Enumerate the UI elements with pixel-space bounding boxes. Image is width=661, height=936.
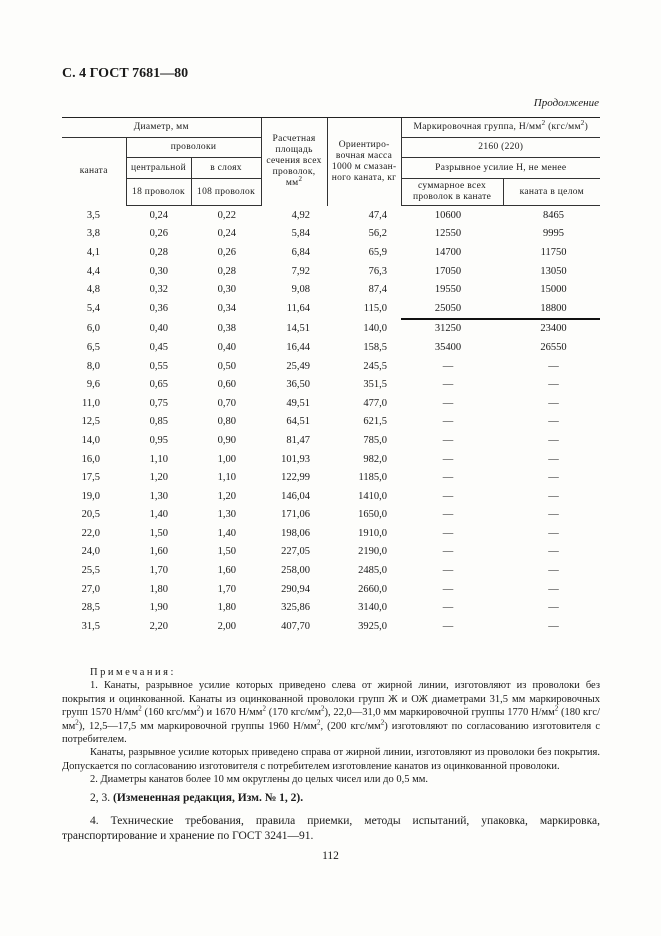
table-row <box>62 413 600 432</box>
table-cell: — <box>548 490 559 502</box>
table-cell: 351,5 <box>363 379 388 391</box>
table-cell: 81,47 <box>286 434 311 446</box>
table-cell: 76,3 <box>368 265 388 277</box>
table-cell: 8,0 <box>86 360 100 372</box>
table-cell: 25050 <box>401 299 503 319</box>
table-cell: 407,70 <box>281 620 311 632</box>
table-row <box>62 225 600 244</box>
table-row <box>62 280 600 299</box>
table-cell: 20,5 <box>81 509 100 521</box>
table-cell: 1910,0 <box>358 527 388 539</box>
table-cell: 87,4 <box>368 284 388 296</box>
table-cell: 1,10 <box>217 472 237 484</box>
table-cell: 2,00 <box>217 620 237 632</box>
table-cell: 8465 <box>543 209 565 221</box>
page-number: 112 <box>322 850 339 862</box>
table-cell: 0,26 <box>149 228 168 240</box>
amendment-line: 2, 3. (Измененная редакция, Изм. № 1, 2). <box>90 792 304 804</box>
table-cell: — <box>548 527 559 539</box>
table-cell: — <box>442 453 454 465</box>
table-cell: 16,44 <box>286 341 311 353</box>
notes <box>62 666 600 787</box>
table-cell: — <box>548 546 559 558</box>
table-cell: 16,0 <box>81 453 100 465</box>
table-cell: 122,99 <box>281 472 311 484</box>
table-row <box>62 357 600 376</box>
table-header <box>62 118 600 206</box>
table-cell: 19,0 <box>81 490 100 502</box>
table-cell: — <box>442 509 454 521</box>
header-whole-force: каната в целом <box>503 179 600 206</box>
table-cell: 5,4 <box>86 303 100 315</box>
header-diameter: Диаметр, мм <box>62 118 261 138</box>
table-row <box>62 338 600 357</box>
table-cell: 65,9 <box>368 246 388 258</box>
table-row <box>62 299 600 319</box>
table-cell: 28,5 <box>81 602 100 614</box>
table-cell: — <box>442 379 454 391</box>
table-cell: 1650,0 <box>358 509 388 521</box>
table-row <box>62 262 600 281</box>
table-cell: 18800 <box>503 299 600 319</box>
table-cell: 0,45 <box>149 341 168 353</box>
table-cell: 64,51 <box>286 416 311 428</box>
table-cell: 14,0 <box>81 434 100 446</box>
table-cell: 0,40 <box>217 341 237 353</box>
table-cell: 25,49 <box>286 360 311 372</box>
table-row <box>62 375 600 394</box>
table-cell: 1,50 <box>149 527 168 539</box>
table-cell: 101,93 <box>281 453 311 465</box>
table-cell: 0,34 <box>217 303 237 315</box>
table-cell: 5,84 <box>291 228 311 240</box>
table-row <box>62 617 600 636</box>
table-cell: 4,8 <box>86 284 100 296</box>
header-18-wires: 18 проволок <box>126 179 191 206</box>
table-cell: — <box>442 472 454 484</box>
table-row <box>62 506 600 525</box>
table-cell: 3,5 <box>86 209 100 221</box>
table-cell: 26550 <box>540 341 567 353</box>
table-cell: — <box>548 583 559 595</box>
header-108-wires: 108 проволок <box>191 179 261 206</box>
table-cell: 1,40 <box>217 527 237 539</box>
table-row <box>62 468 600 487</box>
table-cell: — <box>442 490 454 502</box>
table-cell: 0,80 <box>217 416 237 428</box>
table-cell: 23400 <box>540 323 567 335</box>
table-cell: 0,90 <box>217 434 237 446</box>
table-cell: 140,0 <box>363 322 388 334</box>
table-cell: 1,30 <box>217 509 237 521</box>
table-cell: 6,84 <box>291 246 311 258</box>
table-cell: 11,0 <box>82 397 100 409</box>
table-cell: 17050 <box>434 265 462 277</box>
table-cell: — <box>548 565 559 577</box>
table-row <box>62 431 600 450</box>
table-cell: 12,5 <box>81 416 100 428</box>
table-cell: 27,0 <box>81 583 100 595</box>
table-row <box>62 580 600 599</box>
note-2: 2. Диаметры канатов более 10 мм округлены до целых чисел или до 0,5 мм. <box>90 774 429 786</box>
table-cell: 477,0 <box>363 397 388 409</box>
table-cell: — <box>548 620 559 632</box>
table-cell: 2485,0 <box>358 565 388 577</box>
table-cell: 982,0 <box>363 453 388 465</box>
table-cell: — <box>548 453 559 465</box>
table-cell: 35400 <box>434 341 462 353</box>
table-row <box>62 394 600 413</box>
table-cell: 36,50 <box>286 379 311 391</box>
table-cell: 31,5 <box>81 620 100 632</box>
table-cell: 13050 <box>540 265 567 277</box>
table-cell: 9,08 <box>291 284 311 296</box>
table-cell: 0,22 <box>217 209 237 221</box>
amendment-bold: (Измененная редакция, Изм. № 1, 2). <box>113 792 304 804</box>
table-cell: — <box>442 397 454 409</box>
table-cell: 146,04 <box>281 490 311 502</box>
table-cell: 0,50 <box>217 360 237 372</box>
table-cell: 325,86 <box>281 602 311 614</box>
table-cell: 9,6 <box>86 379 100 391</box>
tech-requirements: 4. Технические требования, правила приемки, методы испытаний, упаковка, маркировка, транспортирование и хранение по ГОСТ 3241—91. <box>62 815 600 842</box>
header-total-force: суммарное всех проволок в канате <box>401 179 503 206</box>
table-cell: 0,75 <box>149 397 168 409</box>
table-cell: 0,30 <box>149 265 168 277</box>
table-cell: — <box>442 583 454 595</box>
notes-title: Примечания: <box>90 667 176 678</box>
table-cell: — <box>548 434 559 446</box>
table-cell: 198,06 <box>281 527 311 539</box>
table-cell: 258,00 <box>281 565 311 577</box>
table-cell: 0,40 <box>149 322 168 334</box>
table-cell: 0,24 <box>149 209 168 221</box>
header-grade: Маркировочная группа, $Н/мм^2$ $(кгс/мм^2)$ <box>401 118 600 138</box>
table-cell: — <box>548 379 559 391</box>
table-cell: 1,70 <box>217 583 237 595</box>
header-grade-value: 2160 (220) <box>401 138 600 158</box>
table-cell: — <box>442 546 454 558</box>
table-cell: 9995 <box>543 228 565 240</box>
table-cell: 0,65 <box>149 379 168 391</box>
table-cell: 0,38 <box>217 322 237 334</box>
table-cell: 1,70 <box>149 565 168 577</box>
table-cell: 49,51 <box>286 397 311 409</box>
table-cell: 785,0 <box>363 434 388 446</box>
header-break-force: Разрывное усилие Н, не менее <box>401 158 600 179</box>
table-cell: 0,95 <box>149 434 168 446</box>
header-rope: каната <box>79 166 108 177</box>
header-layers: в слоях <box>191 158 261 179</box>
table-cell: 0,28 <box>149 246 168 258</box>
page-header: С. 4 ГОСТ 7681—80 <box>62 66 189 81</box>
note-1: 1. Канаты, разрывное усилие которых приведено слева от жирной линии, изготовляют из проволоки без покрытия и оцинкованной. Канаты из оцинкованной проволоки групп Ж и ОЖ диаметрами 31,5 мм маркировочных групп 1570 $Н/мм^2$ (160 кгс/$мм^2$) и 1670 $Н/мм^2$ (170 кгс/$мм^2$), 22,0—31,0 мм маркировочной группы 1770 $Н/мм^2$ (180 кгс/$мм^2$), 12,5—17,5 мм маркировочной группы 1960 $Н/мм^2$, (200 кгс/$мм^2$) изготовляют по согласованию изготовителя с потребителем. <box>62 680 601 746</box>
table-body <box>62 206 600 636</box>
header-wires: проволоки <box>126 138 261 158</box>
table-cell: 11,64 <box>286 303 311 315</box>
table-cell: 3,8 <box>86 228 100 240</box>
table-cell: 1,60 <box>149 546 168 558</box>
table-cell: — <box>442 527 454 539</box>
table-row <box>62 206 600 225</box>
table-cell: 1,40 <box>149 509 168 521</box>
table-cell: 621,5 <box>363 416 388 428</box>
table-cell: 0,26 <box>217 246 237 258</box>
table-cell: 0,55 <box>149 360 168 372</box>
table-cell: 17,5 <box>81 472 100 484</box>
table-cell: 0,85 <box>149 416 168 428</box>
table-cell: 24,0 <box>81 546 100 558</box>
table-cell: 7,92 <box>291 265 311 277</box>
table-row <box>62 243 600 262</box>
table-cell: 1,80 <box>217 602 237 614</box>
table-cell: 4,92 <box>291 209 311 221</box>
header-central: центральной <box>126 158 191 179</box>
table-cell: 0,30 <box>217 284 237 296</box>
table-cell: 1410,0 <box>358 490 388 502</box>
table-cell: 6,0 <box>86 322 100 334</box>
table-cell: 12550 <box>434 228 462 240</box>
table-cell: 56,2 <box>368 228 388 240</box>
table-cell: — <box>548 397 559 409</box>
table-cell: 3140,0 <box>358 602 388 614</box>
table-cell: 1,80 <box>149 583 168 595</box>
table-row <box>62 561 600 580</box>
table-cell: 47,4 <box>368 209 388 221</box>
table-cell: 1,00 <box>217 453 237 465</box>
table-cell: 19550 <box>434 284 462 296</box>
table-cell: 15000 <box>540 284 567 296</box>
table-cell: — <box>442 360 454 372</box>
table-cell: 290,94 <box>281 583 311 595</box>
table-cell: 31250 <box>434 323 462 335</box>
table-cell: — <box>548 360 559 372</box>
table-cell: 0,28 <box>217 265 237 277</box>
table-cell: 115,0 <box>363 303 388 315</box>
table-cell: 11750 <box>540 246 567 258</box>
table-cell: 10600 <box>434 209 462 221</box>
table-cell: — <box>442 434 454 446</box>
table-cell: 1,20 <box>149 472 168 484</box>
table-row <box>62 524 600 543</box>
note-1-continued: Канаты, разрывное усилие которых приведено справа от жирной линии, изготовляют из проволоки без покрытия. Допускается по согласованию изготовителя с потребителем изготовление канатов из оцинкованной проволоки. <box>62 747 600 772</box>
table-cell: 171,06 <box>281 509 311 521</box>
rope-spec-table <box>62 117 600 636</box>
table-cell: 158,5 <box>363 341 388 353</box>
continuation-label: Продолжение <box>533 97 599 109</box>
table-cell: 1,10 <box>149 453 168 465</box>
table-cell: 1,30 <box>149 490 168 502</box>
table-cell: 3925,0 <box>358 620 388 632</box>
table-cell: — <box>442 565 454 577</box>
table-cell: — <box>548 509 559 521</box>
table-cell: 2190,0 <box>358 546 388 558</box>
table-cell: 1,60 <box>217 565 237 577</box>
table-row <box>62 543 600 562</box>
table-cell: — <box>548 472 559 484</box>
header-area: Расчетная площадь сечения всех проволок, $мм^2$ <box>261 118 327 206</box>
table-cell: 1,20 <box>217 490 237 502</box>
table-cell: — <box>442 416 454 428</box>
table-cell: 1,90 <box>149 602 168 614</box>
table-cell: 2660,0 <box>358 583 388 595</box>
table-row <box>62 598 600 617</box>
table-cell: 0,70 <box>217 397 237 409</box>
table-row <box>62 450 600 469</box>
table-cell: — <box>442 602 454 614</box>
table-cell: 2,20 <box>149 620 168 632</box>
table-cell: 6,5 <box>86 341 100 353</box>
table-cell: 227,05 <box>281 546 311 558</box>
table-cell: 14700 <box>434 246 462 258</box>
table-cell: 0,36 <box>149 303 168 315</box>
table-cell: — <box>442 620 454 632</box>
table-cell: 0,32 <box>149 284 168 296</box>
table-cell: 1185,0 <box>358 472 388 484</box>
table-cell: 1,50 <box>217 546 237 558</box>
table-cell: 245,5 <box>363 360 388 372</box>
table-row <box>62 487 600 506</box>
table-cell: — <box>548 416 559 428</box>
table-cell: — <box>548 602 559 614</box>
table-cell: 4,1 <box>86 246 100 258</box>
table-cell: 25,5 <box>81 565 100 577</box>
table-cell: 0,24 <box>217 228 237 240</box>
table-cell: 4,4 <box>86 265 100 277</box>
table-row <box>62 319 600 339</box>
header-mass: Ориентировочная масса 1000 м смазанного каната, кг <box>327 118 401 206</box>
table-cell: 0,60 <box>217 379 237 391</box>
table-cell: 22,0 <box>81 527 100 539</box>
table-cell: 14,51 <box>286 322 311 334</box>
